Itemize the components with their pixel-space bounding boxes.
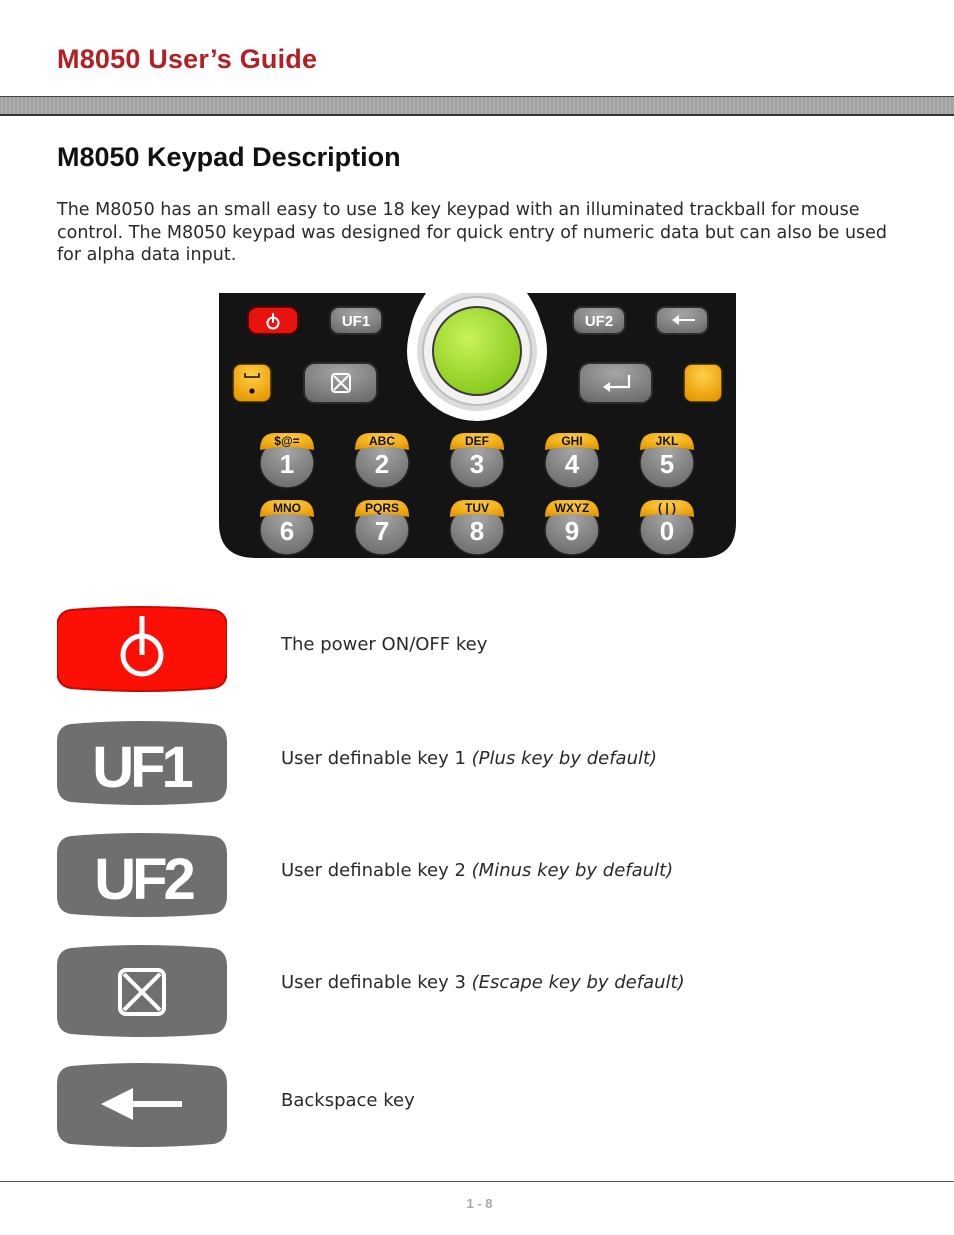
keypad-key-letters: DEF: [465, 434, 489, 448]
keypad-number-key-0: [640, 500, 694, 555]
page-number: 1 - 8: [466, 1196, 493, 1211]
backspace-icon: [57, 1062, 227, 1148]
trackball: [433, 307, 521, 395]
uf1-key-icon: [57, 720, 227, 806]
keypad-key-letters: TUV: [465, 501, 489, 515]
power-icon: [57, 606, 227, 692]
keypad-key-digit: 5: [659, 449, 675, 479]
keypad-enter-key: [579, 363, 652, 403]
keypad-uf1-key: [330, 307, 382, 334]
keypad-escape-key: [304, 363, 377, 403]
keypad-number-key-9: [545, 500, 599, 555]
keypad-orange-key: [684, 364, 722, 402]
section-title: M8050 Keypad Description: [57, 142, 401, 172]
keypad-key-letters: ABC: [369, 434, 395, 448]
keypad-key-digit: 1: [279, 449, 295, 479]
key-description: The power ON/OFF key: [281, 634, 488, 655]
svg-text:UF1: UF1: [92, 735, 190, 800]
keypad-space-key: [233, 364, 271, 402]
keypad-key-letters: $@=: [274, 434, 300, 448]
keypad-number-key-7: [355, 500, 409, 555]
footer-rule: [0, 1181, 954, 1182]
keypad-key-digit: 3: [469, 449, 485, 479]
keypad-number-key-3: [450, 433, 504, 488]
keypad-key-digit: 2: [374, 449, 390, 479]
keypad-number-key-8: [450, 500, 504, 555]
keypad-key-digit: 4: [564, 449, 580, 479]
keypad-key-digit: 0: [659, 516, 675, 546]
intro-paragraph: The M8050 has an small easy to use 18 key keypad with an illuminated trackball for mouse control. The M8050 keypad was designed for quick entry of numeric data but can also be used for alpha data input.: [57, 200, 888, 265]
keypad-backspace-key: [656, 307, 708, 334]
keypad-number-key-5: [640, 433, 694, 488]
keypad-illustration: [219, 293, 736, 558]
header-bar: [0, 96, 954, 116]
key-row-uf2: [57, 832, 897, 922]
escape-icon: [57, 944, 227, 1030]
key-description: Backspace key: [281, 1090, 415, 1111]
keypad-key-letters: ( | ): [657, 501, 677, 515]
keypad-number-key-1: [260, 433, 314, 488]
svg-text:UF1: UF1: [341, 313, 371, 330]
keypad-key-letters: PQRS: [364, 501, 400, 515]
keypad-key-digit: 8: [469, 516, 485, 546]
keypad-key-digit: 7: [374, 516, 390, 546]
uf2-key-icon: [57, 832, 227, 918]
key-row-backspace: [57, 1062, 897, 1152]
key-description: User definable key 2 (Minus key by default): [281, 860, 674, 881]
keypad-key-digit: 9: [564, 516, 580, 546]
key-description: User definable key 1 (Plus key by default): [281, 748, 658, 769]
keypad-key-letters: GHI: [561, 434, 583, 448]
keypad-number-key-4: [545, 433, 599, 488]
keypad-power-key: [248, 307, 298, 334]
keypad-number-key-6: [260, 500, 314, 555]
key-row-power: [57, 606, 897, 696]
key-row-escape: [57, 944, 897, 1034]
keypad-key-letters: WXYZ: [554, 501, 590, 515]
keypad-number-key-2: [355, 433, 409, 488]
keypad-key-letters: MNO: [273, 501, 301, 515]
key-description: User definable key 3 (Escape key by default): [281, 972, 685, 993]
keypad-key-letters: JKL: [655, 434, 679, 448]
keypad-svg: [219, 293, 736, 558]
svg-text:UF2: UF2: [584, 313, 614, 330]
keypad-uf2-key: [573, 307, 625, 334]
header-title: M8050 User’s Guide: [57, 44, 318, 74]
svg-text:UF2: UF2: [94, 847, 192, 912]
keypad-key-digit: 6: [279, 516, 295, 546]
key-row-uf1: [57, 720, 897, 810]
